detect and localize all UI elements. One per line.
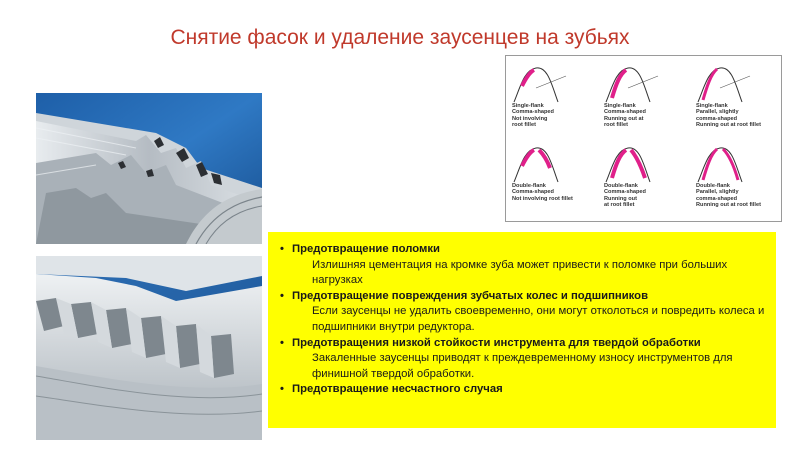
diagram-label: Double-flank Comma-shaped Running out at root fillet: [604, 183, 646, 209]
diagram-cell: [598, 58, 689, 140]
chamfer-types-diagram: [505, 55, 782, 222]
bullet-heading: • Предотвращение повреждения зубчатых колес и подшипников: [280, 289, 766, 305]
diagram-label: Double-flank Parallel, slightly comma-shaped Running out at root fillet: [696, 183, 761, 209]
bullet-text: Закаленные заусенцы приводят к преждевременному износу инструментов для финишной твердой обработки.: [312, 352, 733, 380]
list-item: [280, 289, 766, 336]
diagram-cell: [598, 138, 689, 220]
gear-chamfered-photo: [36, 256, 262, 440]
diagram-label: Single-flank Parallel, slightly comma-shaped Running out at root fillet: [696, 103, 761, 129]
diagram-label: Single-flank Comma-shaped Not involving root fillet: [512, 103, 554, 129]
diagram-cell: [690, 138, 781, 220]
tooth-profile-icon: [598, 138, 689, 184]
benefits-panel: [268, 232, 776, 428]
tooth-profile-icon: [506, 58, 597, 104]
diagram-cell: [690, 58, 781, 140]
bullet-heading: • Предотвращения низкой стойкости инструмента для твердой обработки: [280, 336, 766, 352]
bullet-heading: • Предотвращение поломки: [280, 242, 766, 258]
bullet-text: Если заусенцы не удалить своевременно, они могут отколоться и повредить колеса и подшипники внутри редуктора.: [312, 305, 765, 333]
bullet-heading: • Предотвращение несчастного случая: [280, 382, 766, 398]
benefits-list: [268, 232, 776, 398]
bullet-text: Излишняя цементация на кромке зуба может привести к поломке при больших нагрузках: [312, 258, 728, 287]
diagram-cell: [506, 138, 597, 220]
list-item: [280, 382, 766, 398]
tooth-profile-icon: [598, 58, 689, 104]
list-item: [280, 242, 766, 289]
diagram-label: Single-flank Comma-shaped Running out at root fillet: [604, 103, 646, 129]
list-item: [280, 336, 766, 383]
page-title: Снятие фасок и удаление заусенцев на зубьях: [170, 26, 630, 49]
tooth-profile-icon: [506, 138, 597, 184]
tooth-profile-icon: [690, 138, 781, 184]
diagram-cell: [506, 58, 597, 140]
tooth-profile-icon: [690, 58, 781, 104]
gear-burrs-photo: [36, 93, 262, 244]
diagram-label: Double-flank Comma-shaped Not involving root fillet: [512, 183, 573, 202]
